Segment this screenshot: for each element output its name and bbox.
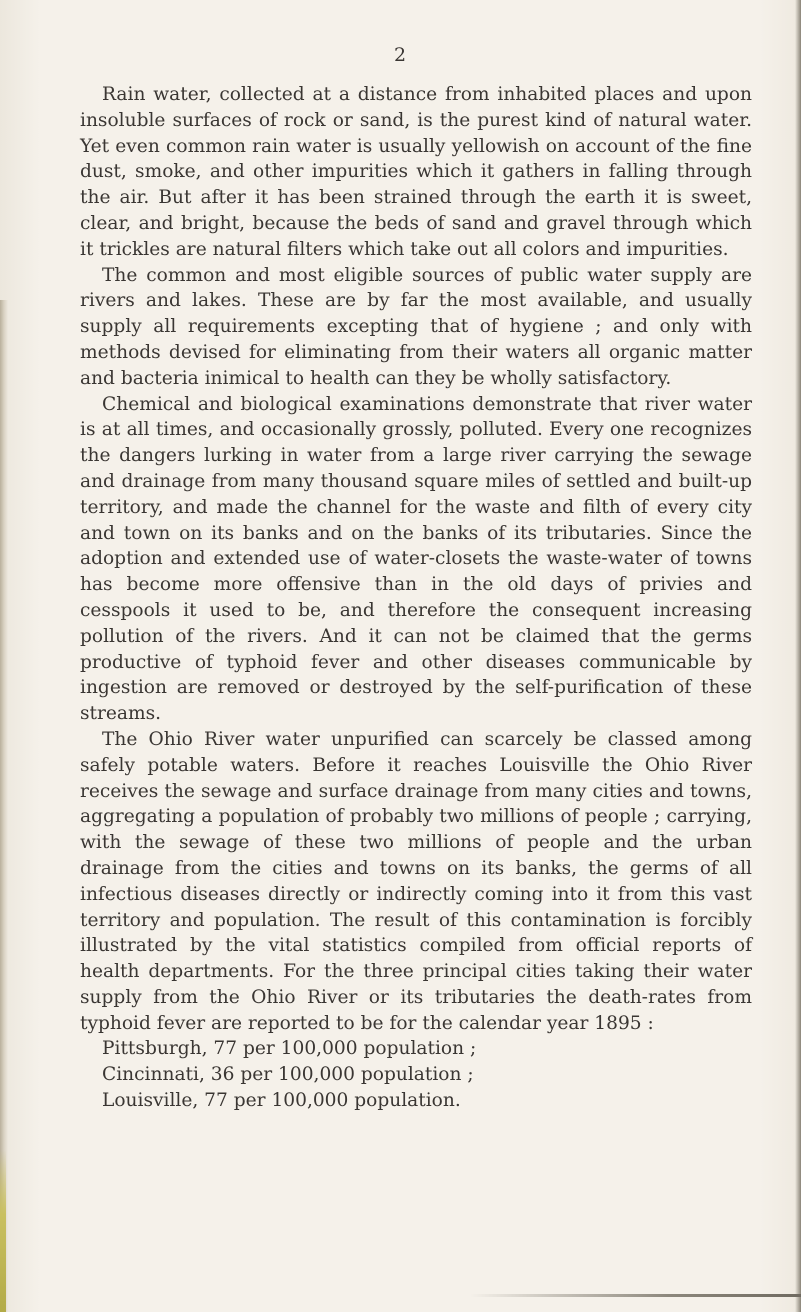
death-rate-list (80, 1036, 752, 1113)
paragraph-water-sources: The common and most eligible sources of public water supply are rivers and lakes. These are by far the most available, and usually supply all requirements excepting that of hygiene ; and only with methods devised for eliminating from their waters all organic matter and bacteria inimical to health can they be wholly satisfactory. (80, 264, 752, 389)
page-bottom-edge (470, 1294, 801, 1297)
death-rate-pittsburgh: Pittsburgh, 77 per 100,000 population ; (102, 1038, 477, 1060)
death-rate-louisville: Louisville, 77 per 100,000 population. (102, 1090, 461, 1112)
paragraph-river-pollution: Chemical and biological examinations demonstrate that river water is at all times, and occasionally grossly, polluted. Every one recognizes the dangers lurking in water from a large river carrying the sewage and drainage from many thousand square miles of settled and built-up territory, and made the channel for the waste and filth of every city and town on its banks and on the banks of its tributaries. Since the adoption and extended use of water-closets the waste-water of towns has become more offensive than in the old days of privies and cesspools it used to be, and therefore the consequent increasing pollution of the rivers. And it can not be claimed that the germs productive of typhoid fever and other diseases communicable by ingestion are removed or destroyed by the self-purification of these streams. (80, 393, 752, 725)
body-text (80, 82, 752, 1114)
page-edge (795, 0, 801, 1312)
page-stain (0, 1150, 6, 1312)
paragraph-rain-water: Rain water, collected at a distance from inhabited places and upon insoluble surfaces of rock or sand, is the purest kind of natural water. Yet even common rain water is usually yellowish on account of the fine dust, smoke, and other impurities which it gathers in falling through the air. But after it has been strained through the earth it is sweet, clear, and bright, because the beds of sand and gravel through which it trickles are natural filters which take out all colors and impurities. (80, 84, 752, 260)
page-number: 2 (393, 44, 407, 66)
death-rate-cincinnati: Cincinnati, 36 per 100,000 population ; (102, 1064, 474, 1086)
paragraph-ohio-river: The Ohio River water unpurified can scarcely be classed among safely potable waters. Before it reaches Louisville the Ohio River receives the sewage and surface drainage from many cities and towns, aggregating a population of probably two millions of people ; carrying, with the sewage of these two millions of people and the urban drainage from the cities and towns on its banks, the germs of all infectious diseases directly or indirectly coming into it from this vast territory and population. The result of this contamination is forcibly illustrated by the vital statistics compiled from official reports of health departments. For the three principal cities taking their water supply from the Ohio River or its tributaries the death-rates from typhoid fever are reported to be for the calendar year 1895 : (80, 728, 752, 1034)
